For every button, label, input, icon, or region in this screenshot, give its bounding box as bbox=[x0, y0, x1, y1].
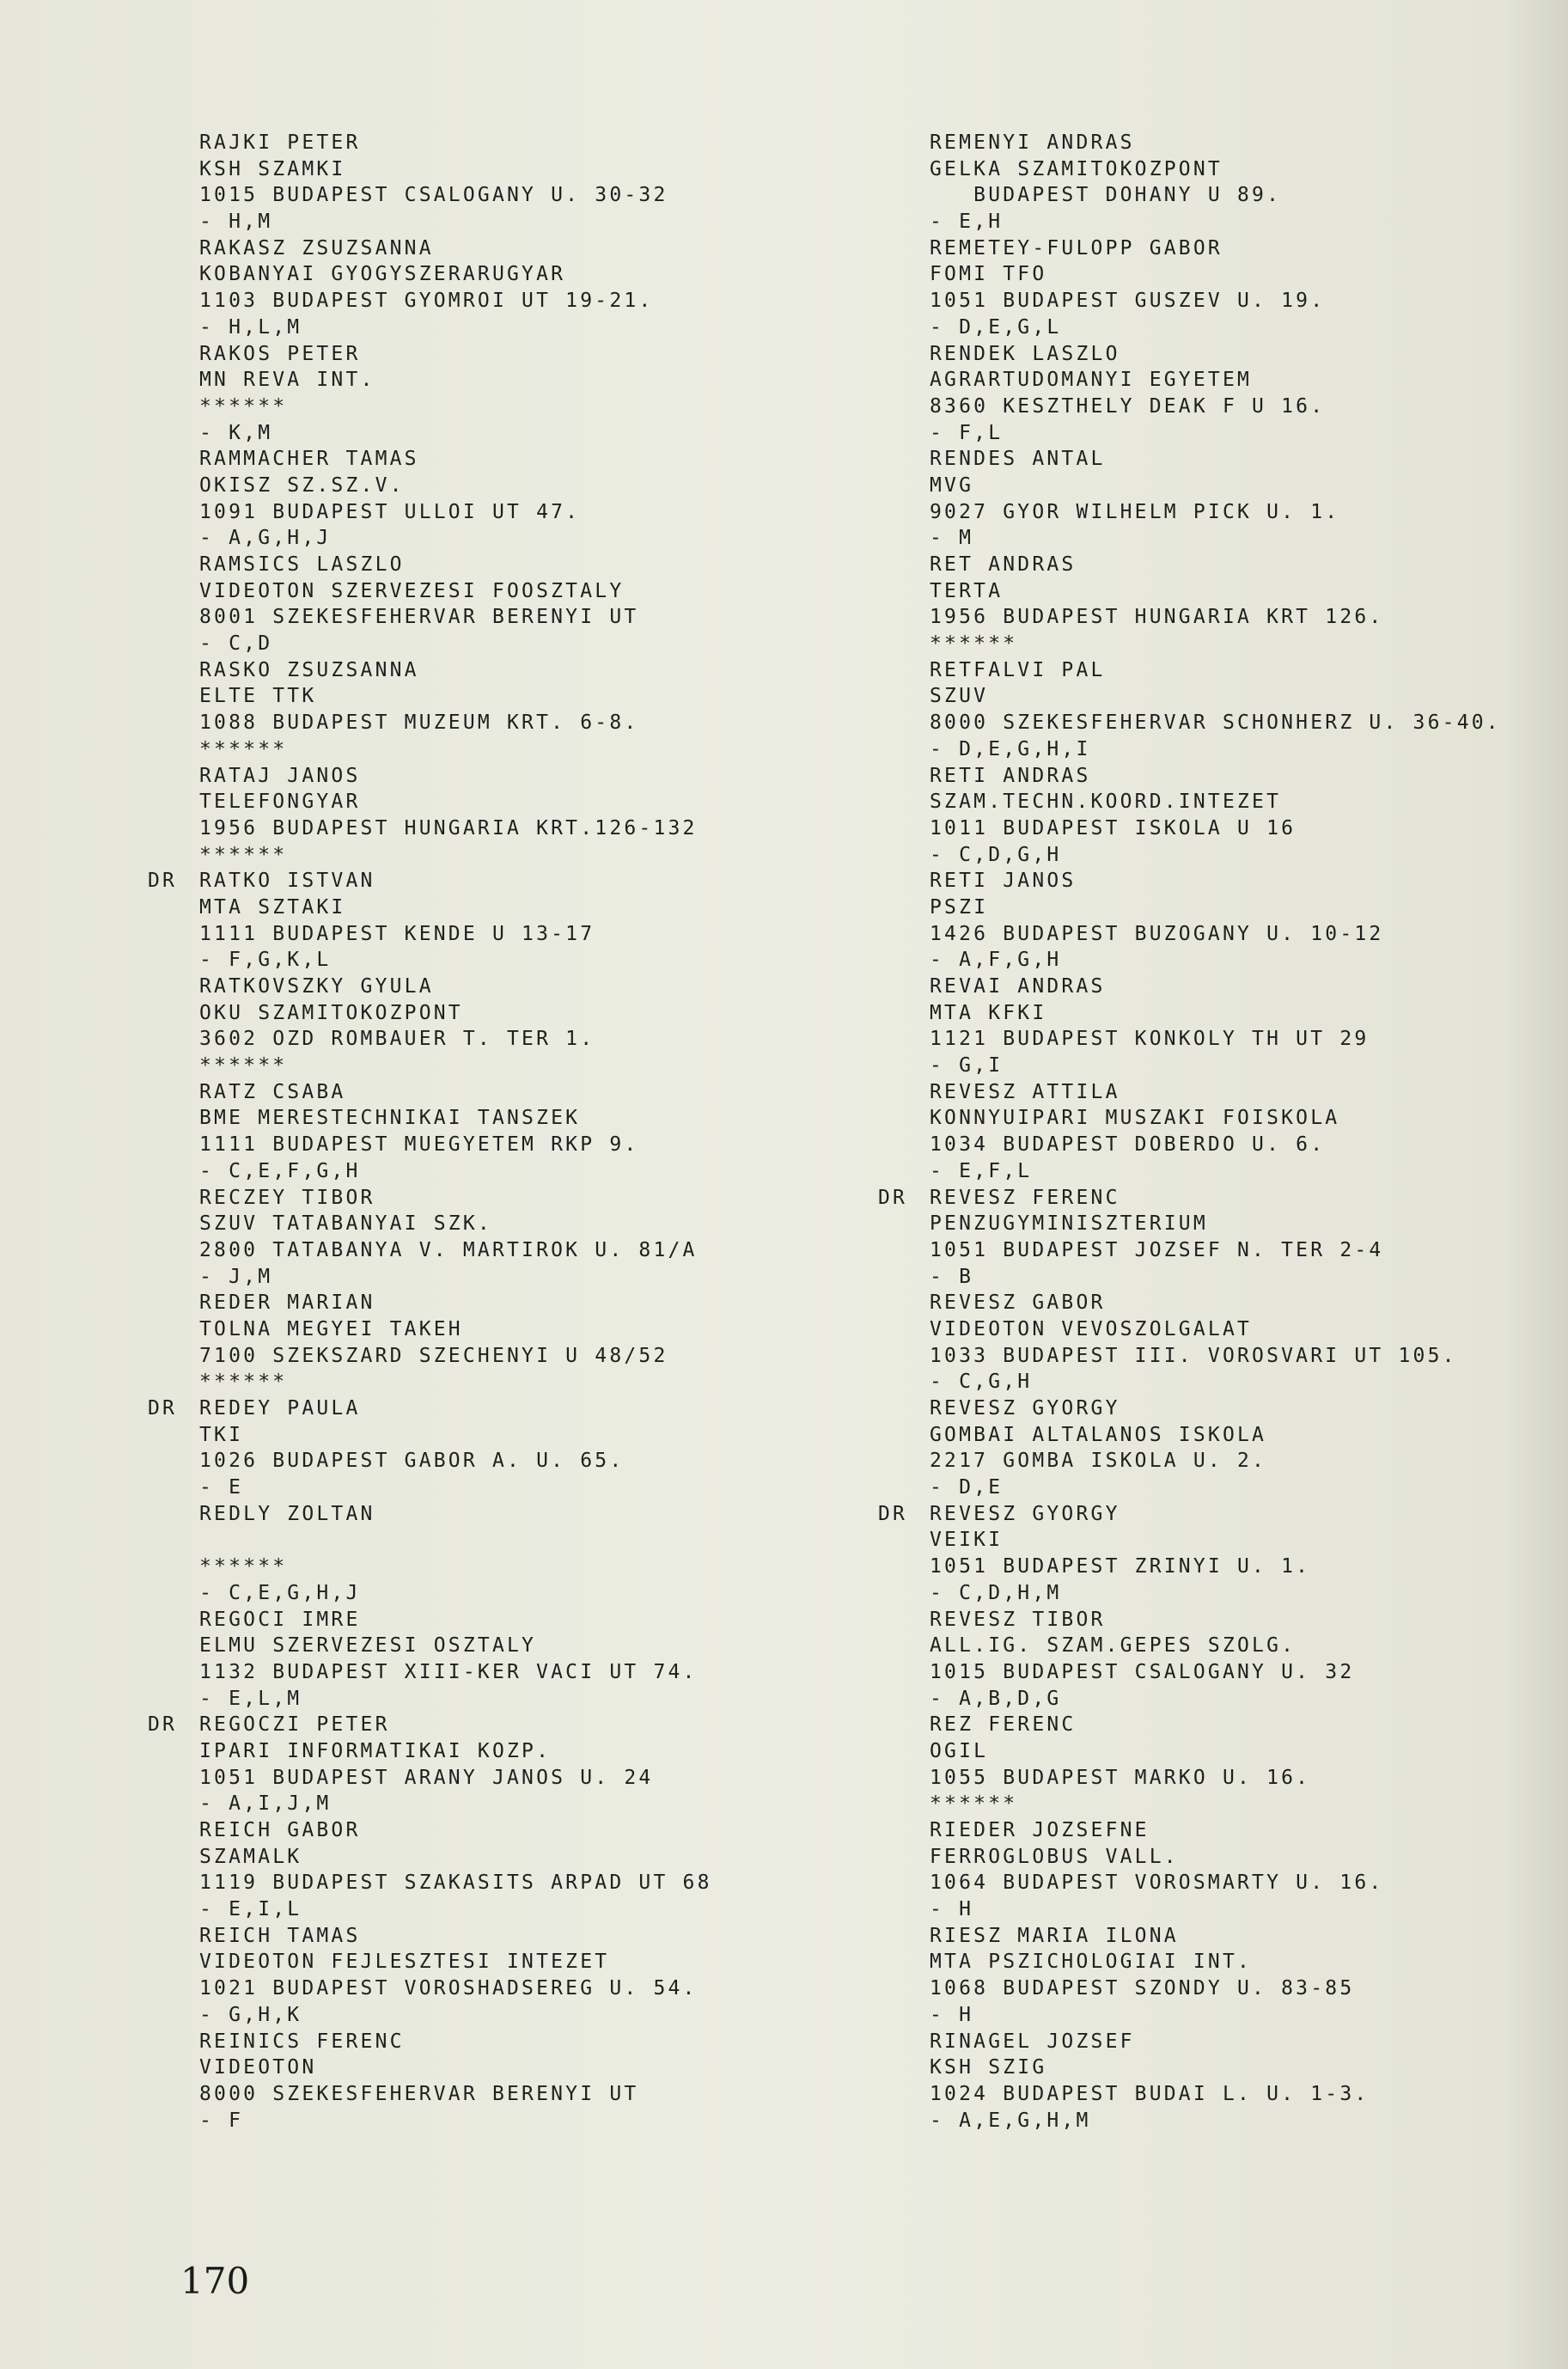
entry-organization: MTA PSZICHOLOGIAI INT. bbox=[930, 1951, 1253, 1974]
directory-entry bbox=[878, 763, 1565, 869]
entry-name: REVESZ GYORGY bbox=[930, 1397, 1120, 1420]
entry-codes: ****** bbox=[199, 1054, 288, 1078]
title-prefix: DR bbox=[148, 870, 178, 893]
entry-organization: AGRARTUDOMANYI EGYETEM bbox=[930, 369, 1253, 392]
directory-entry bbox=[148, 446, 766, 552]
entry-address: ****** bbox=[199, 394, 288, 418]
entry-codes: - A,E,G,H,M bbox=[930, 2109, 1091, 2132]
entry-name: REMENYI ANDRAS bbox=[930, 131, 1135, 154]
entry-codes: - E bbox=[199, 1476, 244, 1499]
entry-organization: PENZUGYMINISZTERIUM bbox=[930, 1212, 1208, 1236]
entry-address: 1034 BUDAPEST DOBERDO U. 6. bbox=[930, 1133, 1326, 1157]
entry-codes: - B bbox=[930, 1265, 974, 1288]
entry-codes: - F bbox=[199, 2109, 244, 2132]
title-prefix: DR bbox=[878, 1502, 908, 1525]
entry-name: REGOCZI PETER bbox=[199, 1713, 390, 1737]
entry-organization: TELEFONGYAR bbox=[199, 791, 361, 814]
entry-address: 1956 BUDAPEST HUNGARIA KRT 126. bbox=[930, 606, 1384, 629]
entry-organization: KONNYUIPARI MUSZAKI FOISKOLA bbox=[930, 1107, 1340, 1130]
entry-organization: OKISZ SZ.SZ.V. bbox=[199, 473, 405, 497]
entry-address: 8001 SZEKESFEHERVAR BERENYI UT bbox=[199, 606, 639, 629]
entry-name: RAKOS PETER bbox=[199, 342, 361, 365]
entry-codes: ****** bbox=[199, 1371, 288, 1394]
entry-codes: - A,I,J,M bbox=[199, 1792, 332, 1816]
entry-organization: FERROGLOBUS VALL. bbox=[930, 1845, 1179, 1868]
directory-entry bbox=[878, 1817, 1565, 1923]
entry-name: RAMMACHER TAMAS bbox=[199, 448, 419, 471]
directory-entry bbox=[878, 1607, 1565, 1713]
title-prefix: DR bbox=[148, 1713, 178, 1737]
entry-organization: SZUV TATABANYAI SZK. bbox=[199, 1212, 492, 1236]
directory-entry bbox=[148, 868, 766, 974]
directory-entry bbox=[148, 1607, 766, 1713]
entry-address: 1015 BUDAPEST CSALOGANY U. 32 bbox=[930, 1660, 1355, 1683]
directory-entry bbox=[148, 552, 766, 657]
entry-codes: - D,E,G,L bbox=[930, 315, 1062, 339]
entry-codes: - C,D bbox=[199, 632, 273, 656]
entry-organization bbox=[148, 1527, 766, 1554]
entry-codes: - C,D,G,H bbox=[930, 843, 1062, 866]
entry-name: RASKO ZSUZSANNA bbox=[199, 658, 419, 681]
entry-address: 1956 BUDAPEST HUNGARIA KRT.126-132 bbox=[199, 816, 698, 840]
entry-address: 1024 BUDAPEST BUDAI L. U. 1-3. bbox=[930, 2082, 1370, 2105]
entry-address: BUDAPEST DOHANY U 89. bbox=[930, 184, 1282, 207]
entry-name: RAJKI PETER bbox=[199, 131, 361, 154]
entry-name: RETFALVI PAL bbox=[930, 658, 1106, 681]
entry-address: 1051 BUDAPEST JOZSEF N. TER 2-4 bbox=[930, 1238, 1384, 1261]
entry-codes: - A,G,H,J bbox=[199, 527, 332, 550]
directory-entry bbox=[878, 446, 1565, 552]
entry-organization: OGIL bbox=[930, 1739, 989, 1762]
entry-address: 7100 SZEKSZARD SZECHENYI U 48/52 bbox=[199, 1344, 668, 1367]
entry-organization: MVG bbox=[930, 473, 974, 497]
entry-codes: - J,M bbox=[199, 1265, 273, 1288]
entry-address: 1088 BUDAPEST MUZEUM KRT. 6-8. bbox=[199, 711, 639, 735]
entry-name: REVESZ FERENC bbox=[930, 1186, 1120, 1209]
entry-codes: - H bbox=[930, 1898, 974, 1921]
entry-organization: TOLNA MEGYEI TAKEH bbox=[199, 1317, 463, 1340]
directory-entry bbox=[148, 1923, 766, 2029]
entry-name: RIESZ MARIA ILONA bbox=[930, 1924, 1179, 1947]
entry-organization: GELKA SZAMITOKOZPONT bbox=[930, 157, 1223, 180]
directory-entry bbox=[878, 1501, 1565, 1607]
directory-entry bbox=[878, 657, 1565, 763]
entry-address: 1103 BUDAPEST GYOMROI UT 19-21. bbox=[199, 290, 654, 313]
entry-codes: ****** bbox=[930, 1792, 1018, 1816]
directory-entry bbox=[878, 552, 1565, 657]
entry-codes: - G,H,K bbox=[199, 2003, 302, 2026]
entry-address: 9027 GYOR WILHELM PICK U. 1. bbox=[930, 500, 1340, 523]
entry-address: 1068 BUDAPEST SZONDY U. 83-85 bbox=[930, 1977, 1355, 2000]
entry-address: 1051 BUDAPEST ARANY JANOS U. 24 bbox=[199, 1766, 654, 1789]
entry-codes: - H,M bbox=[199, 211, 273, 234]
entry-organization: ELTE TTK bbox=[199, 685, 317, 708]
entry-address: 1119 BUDAPEST SZAKASITS ARPAD UT 68 bbox=[199, 1871, 712, 1895]
entry-name: RATKOVSZKY GYULA bbox=[199, 975, 434, 998]
entry-name: REICH TAMAS bbox=[199, 1924, 361, 1947]
entry-codes: - H,L,M bbox=[199, 315, 302, 339]
entry-address: 8000 SZEKESFEHERVAR SCHONHERZ U. 36-40. bbox=[930, 711, 1501, 735]
entry-name: REVESZ TIBOR bbox=[930, 1608, 1106, 1631]
directory-entry bbox=[878, 868, 1565, 974]
entry-name: RAMSICS LASZLO bbox=[199, 553, 405, 576]
entry-codes: - D,E,G,H,I bbox=[930, 737, 1091, 760]
directory-entry bbox=[878, 130, 1565, 235]
directory-entry bbox=[878, 2029, 1565, 2134]
entry-codes: ****** bbox=[930, 632, 1018, 656]
entry-name: RINAGEL JOZSEF bbox=[930, 2030, 1135, 2053]
entry-name: RENDES ANTAL bbox=[930, 448, 1106, 471]
entry-name: REINICS FERENC bbox=[199, 2030, 405, 2053]
entry-organization: TERTA bbox=[930, 579, 1004, 602]
directory-entry bbox=[148, 1712, 766, 1817]
directory-entry bbox=[878, 974, 1565, 1079]
entry-address: 1121 BUDAPEST KONKOLY TH UT 29 bbox=[930, 1028, 1370, 1051]
entry-organization: ELMU SZERVEZESI OSZTALY bbox=[199, 1634, 537, 1658]
directory-entry bbox=[878, 1712, 1565, 1817]
entry-address: ****** bbox=[199, 1555, 288, 1578]
entry-address: 8360 KESZTHELY DEAK F U 16. bbox=[930, 394, 1326, 418]
entry-address: 1051 BUDAPEST ZRINYI U. 1. bbox=[930, 1555, 1311, 1578]
entry-name: REVESZ ATTILA bbox=[930, 1080, 1120, 1103]
entry-name: RAKASZ ZSUZSANNA bbox=[199, 236, 434, 259]
directory-entry bbox=[148, 1395, 766, 1501]
entry-codes: - K,M bbox=[199, 421, 273, 444]
entry-address: 1111 BUDAPEST MUEGYETEM RKP 9. bbox=[199, 1133, 639, 1157]
entry-address: 2800 TATABANYA V. MARTIROK U. 81/A bbox=[199, 1238, 698, 1261]
entry-codes: - C,G,H bbox=[930, 1371, 1033, 1394]
entry-codes: - A,B,D,G bbox=[930, 1687, 1062, 1710]
entry-codes: - E,I,L bbox=[199, 1898, 302, 1921]
directory-entry bbox=[878, 1290, 1565, 1395]
entry-codes: - M bbox=[930, 527, 974, 550]
entry-name: REGOCI IMRE bbox=[199, 1608, 361, 1631]
directory-entry bbox=[148, 1079, 766, 1185]
entry-organization: FOMI TFO bbox=[930, 263, 1047, 286]
entry-organization: VIDEOTON bbox=[199, 2056, 317, 2079]
entry-name: RATKO ISTVAN bbox=[199, 870, 375, 893]
directory-entry bbox=[148, 1501, 766, 1607]
left-column bbox=[148, 130, 766, 2134]
entry-address: 1051 BUDAPEST GUSZEV U. 19. bbox=[930, 290, 1326, 313]
entry-address: 2217 GOMBA ISKOLA U. 2. bbox=[930, 1450, 1267, 1473]
entry-organization: GOMBAI ALTALANOS ISKOLA bbox=[930, 1423, 1267, 1446]
entry-organization: OKU SZAMITOKOZPONT bbox=[199, 1001, 463, 1024]
entry-name: RECZEY TIBOR bbox=[199, 1186, 375, 1209]
entry-address: 1132 BUDAPEST XIII-KER VACI UT 74. bbox=[199, 1660, 698, 1683]
entry-name: RETI ANDRAS bbox=[930, 764, 1091, 787]
page-number: 170 bbox=[180, 2260, 250, 2302]
directory-entry bbox=[148, 657, 766, 763]
title-prefix: DR bbox=[878, 1186, 908, 1209]
entry-organization: MN REVA INT. bbox=[199, 369, 375, 392]
entry-organization: MTA KFKI bbox=[930, 1001, 1047, 1024]
directory-entry bbox=[148, 1290, 766, 1395]
entry-codes: ****** bbox=[199, 737, 288, 760]
entry-address: 1111 BUDAPEST KENDE U 13-17 bbox=[199, 922, 595, 945]
directory-entry bbox=[878, 235, 1565, 341]
entry-codes: - E,H bbox=[930, 211, 1004, 234]
directory-entry bbox=[878, 1185, 1565, 1291]
entry-address: 1015 BUDAPEST CSALOGANY U. 30-32 bbox=[199, 184, 668, 207]
entry-name: REDER MARIAN bbox=[199, 1291, 375, 1315]
entry-codes: - C,D,H,M bbox=[930, 1581, 1062, 1604]
directory-entry bbox=[148, 1817, 766, 1923]
directory-entry bbox=[148, 235, 766, 341]
entry-organization: IPARI INFORMATIKAI KOZP. bbox=[199, 1739, 552, 1762]
entry-name: REDLY ZOLTAN bbox=[199, 1502, 375, 1525]
entry-name: RATAJ JANOS bbox=[199, 764, 361, 787]
entry-name: REVESZ GABOR bbox=[930, 1291, 1106, 1315]
entry-organization: MTA SZTAKI bbox=[199, 895, 346, 919]
entry-codes: - G,I bbox=[930, 1054, 1004, 1078]
directory-entry bbox=[878, 341, 1565, 447]
entry-organization: SZUV bbox=[930, 685, 989, 708]
directory-entry bbox=[878, 1079, 1565, 1185]
entry-name: REZ FERENC bbox=[930, 1713, 1077, 1737]
entry-name: REVAI ANDRAS bbox=[930, 975, 1106, 998]
entry-codes: ****** bbox=[199, 843, 288, 866]
entry-name: RENDEK LASZLO bbox=[930, 342, 1120, 365]
entry-organization: VIDEOTON FEJLESZTESI INTEZET bbox=[199, 1951, 610, 1974]
entry-address: 1064 BUDAPEST VOROSMARTY U. 16. bbox=[930, 1871, 1384, 1895]
entry-organization: TKI bbox=[199, 1423, 244, 1446]
directory-entry bbox=[878, 1395, 1565, 1501]
entry-organization: KSH SZAMKI bbox=[199, 157, 346, 180]
entry-address: 1011 BUDAPEST ISKOLA U 16 bbox=[930, 816, 1296, 840]
entry-name: RATZ CSABA bbox=[199, 1080, 346, 1103]
entry-organization: VIDEOTON SZERVEZESI FOOSZTALY bbox=[199, 579, 625, 602]
entry-organization: SZAM.TECHN.KOORD.INTEZET bbox=[930, 791, 1282, 814]
entry-address: 8000 SZEKESFEHERVAR BERENYI UT bbox=[199, 2082, 639, 2105]
entry-codes: - E,L,M bbox=[199, 1687, 302, 1710]
entry-codes: - H bbox=[930, 2003, 974, 2026]
directory-entry bbox=[148, 1185, 766, 1291]
directory-entry bbox=[148, 763, 766, 869]
entry-name: RETI JANOS bbox=[930, 870, 1077, 893]
entry-organization: BME MERESTECHNIKAI TANSZEK bbox=[199, 1107, 581, 1130]
entry-name: REICH GABOR bbox=[199, 1819, 361, 1841]
entry-organization: KSH SZIG bbox=[930, 2056, 1047, 2079]
entry-organization: KOBANYAI GYOGYSZERARUGYAR bbox=[199, 263, 566, 286]
entry-organization: VIDEOTON VEVOSZOLGALAT bbox=[930, 1317, 1253, 1340]
entry-codes: - D,E bbox=[930, 1476, 1004, 1499]
entry-address: 1091 BUDAPEST ULLOI UT 47. bbox=[199, 500, 581, 523]
entry-address: 1426 BUDAPEST BUZOGANY U. 10-12 bbox=[930, 922, 1384, 945]
entry-codes: - C,E,G,H,J bbox=[199, 1581, 361, 1604]
entry-name: REVESZ GYORGY bbox=[930, 1502, 1120, 1525]
entry-codes: - F,G,K,L bbox=[199, 949, 332, 972]
entry-address: 1021 BUDAPEST VOROSHADSEREG U. 54. bbox=[199, 1977, 698, 2000]
entry-organization: VEIKI bbox=[930, 1529, 1004, 1552]
entry-name: REDEY PAULA bbox=[199, 1397, 361, 1420]
directory-entry bbox=[148, 130, 766, 235]
entry-address: 3602 OZD ROMBAUER T. TER 1. bbox=[199, 1028, 595, 1051]
directory-entry bbox=[148, 341, 766, 447]
entry-name: RET ANDRAS bbox=[930, 553, 1077, 576]
entry-address: 1055 BUDAPEST MARKO U. 16. bbox=[930, 1766, 1311, 1789]
directory-entry bbox=[878, 1923, 1565, 2029]
entry-organization: ALL.IG. SZAM.GEPES SZOLG. bbox=[930, 1634, 1296, 1658]
directory-entry bbox=[148, 974, 766, 1079]
entry-organization: PSZI bbox=[930, 895, 989, 919]
entry-codes: - E,F,L bbox=[930, 1159, 1033, 1182]
entry-address: 1033 BUDAPEST III. VOROSVARI UT 105. bbox=[930, 1344, 1457, 1367]
entry-organization: SZAMALK bbox=[199, 1845, 302, 1868]
right-column bbox=[878, 130, 1565, 2134]
title-prefix: DR bbox=[148, 1397, 178, 1420]
entry-codes: - C,E,F,G,H bbox=[199, 1159, 361, 1182]
entry-codes: - A,F,G,H bbox=[930, 949, 1062, 972]
entry-address: 1026 BUDAPEST GABOR A. U. 65. bbox=[199, 1450, 625, 1473]
entry-name: REMETEY-FULOPP GABOR bbox=[930, 236, 1223, 259]
entry-name: RIEDER JOZSEFNE bbox=[930, 1819, 1150, 1841]
entry-codes: - F,L bbox=[930, 421, 1004, 444]
directory-entry bbox=[148, 2029, 766, 2134]
